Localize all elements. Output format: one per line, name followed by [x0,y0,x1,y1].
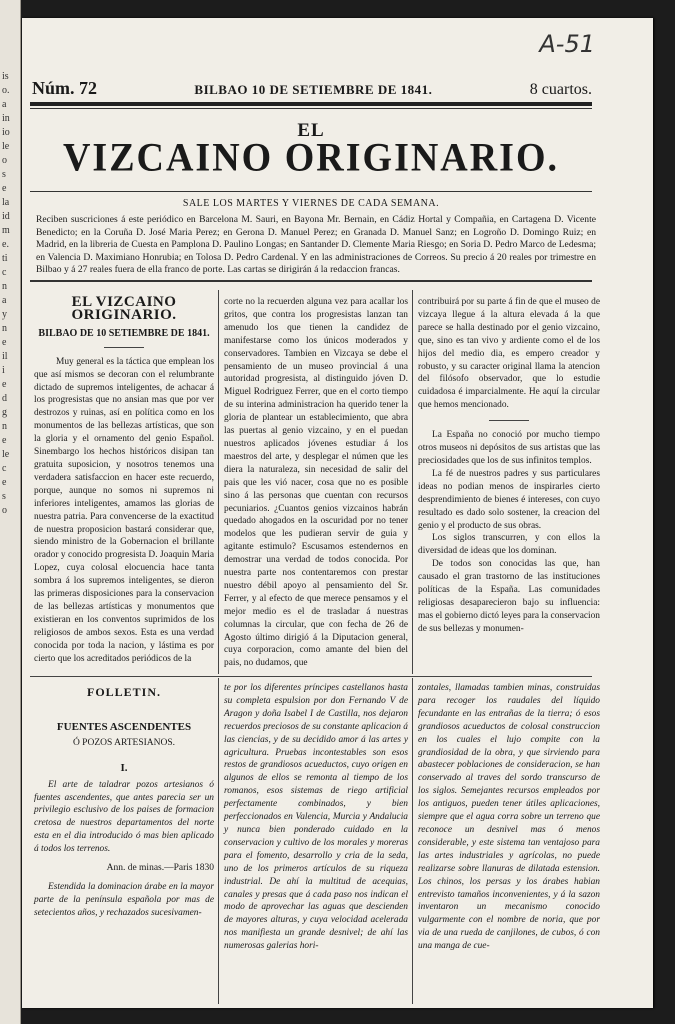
folletin-column-1 [34,682,214,920]
article-paragraph: corte no la recuerden alguna vez para acallar los gritos, que contra los progresistas lanzan tan amenudo los que tienen la candidez de manifestarse como los únicos moderados y conservadores. Tambien en Vizcaya se debe el pensamiento de un museo provincial á una autoridad progresista, al distinguido jóven D. Miguel Rodriguez Ferrer, que en el corto tiempo de su interina administracion ha querido tener la gloria de plantear un establecimiento, que abra las puertas al genio vizcaino, y en el puedan nuestros aplicados jóvenes estudiar á los maestros del arte, y desplegar el númen que les diera la naturaleza, sin necesidad de salir del pais que les vió nacer, cosa que no es posible sino á las personas que cuentan con recursos pecuniarios. ¿Cuantos genios vizcainos habrán quedado ahogados en la oscuridad por no tener modelos que les pudieran servir de guia y agitante estimulo? Escusamos estendernos en demostrar una verdad de todos conocida. Por nuestra parte nos contentaremos con prestar nuestro débil apoyo al pensamiento del Sr. Ferrer, y al efecto de que merece pensamos y el mejor medio es el de trasladar á nuestras columnas la circular, que con fecha de 26 de Agosto último dirigió á la Diputacion general, cuya corporacion, como amante del bien del pais, no dudamos, que [224,297,408,669]
article-paragraph: contribuirá por su parte á fin de que el museo de vizcaya llegue á la altura elevada á la que parece se halla destinado por el genio vizcaino, que, sino es tan vivo y ardiente como el de los hijos del medio dia, es empero creador y robusto, y su caracter original llama la atencion del filósofo observador, que lo estudie cuidadosa é imparcialmente. He aquí la circular que hemos mencionado. [418,297,600,411]
masthead-title: VIZCAINO ORIGINARIO. [62,135,560,181]
previous-page-edge [0,0,21,1024]
folletin-section-number: I. [120,761,128,774]
article-paragraph: Muy general es la táctica que emplean los que así mismos se decoran con el relumbrante dictado de supremos inteligentes, de achacar á los progresistas que no ansian mas que por ver destrozos y ruinas, así en política como en los monumentos de las bellezas artísticas, que son la gloria y el ornamento del genio Español. Sinembargo los hechos históricos disipan tan gratuita suposicion, y nosotros tenemos una verdadera satisfaccion en hacer este recuerdo, porque, aunque no somos ni supremos ni inferiores inteligentes, amamos las glorias de nuestra patria. Para convencerse de la exactitud de nuestra proposicion bastará considerar que, siendo ministro de la Gobernacion el brillante orador y conocido progresista D. Joaquin Maria Lopez, cuya colosal elocuencia hace tanta sombra á los supremos inteligentes, se dieron las primeras disposiciones para la conservacion de las bellezas artísticas y monumentos que existieran en los conventos suprimidos de los religiosos de ambos sexos. Esta es una verdad conocida por toda la nacion, y lástima es por cierto que los acreditados periódicos de la [34,356,214,664]
column-divider [218,290,219,674]
publication-schedule: SALE LOS MARTES Y VIERNES DE CADA SEMANA. [182,198,440,209]
previous-page-fragment: i [2,365,5,376]
folletin-rule [30,676,592,677]
article-dateline: BILBAO DE 10 SETIEMBRE DE 1841. [38,327,210,339]
previous-page-fragment: le [2,449,10,460]
previous-page-fragment: e [2,379,7,390]
header-rule-thin [30,108,592,109]
previous-page-fragment: e [2,183,7,194]
folletin-epigraph: El arte de taladrar pozos artesianos ó fuentes ascendentes, que antes parecia ser un privilegio esclusivo de los paises de formacion cretosa de nuestros departamentos del norte esta en el dia introducido ó mas bien aplicado á todos los terrenos. [34,779,214,855]
previous-page-fragment: a [2,295,7,306]
folletin-subheading: Ó POZOS ARTESIANOS. [72,737,176,748]
previous-page-fragment: a [2,99,7,110]
previous-page-fragment: s [2,169,6,180]
folletin-heading: FUENTES ASCENDENTES [56,720,192,733]
previous-page-fragment: e [2,435,7,446]
previous-page-fragment: e. [2,239,9,250]
folletin-column-2 [224,682,408,953]
previous-page-fragment: g [2,407,7,418]
folletin-paragraph: Estendida la dominacion árabe en la mayor parte de la península española por mas de setecientos años, y rechazados sucesivamen- [34,881,214,918]
subscription-notice: Reciben suscriciones á este periódico en Barcelona M. Sauri, en Bayona Mr. Bernain, en Cádiz Hortal y Compañia, en Cartagena D. Vicente Benedicto; en la Coruña D. José Maria Perez; en Gerona D. Manuel Perez; en Granada D. Manuel Sanz; en Logroño D. Domingo Ruiz; en Madrid, en la libreria de Cuesta en Pamplona D. Paulino Longas; en Santander D. Clemente Maria Riesgo; en Soria D. Pedro Marco de Ledesma; en Valencia D. Maximiano Honrubia; en Tolosa D. Pedro Cardenal. Y en las administraciones de Correos. Su precio á 20 reales por trimestre en Bilbao y á 27 reales fuera de ella franco de porte. Las cartas se dirigirán á la redaccion francas. [36,214,596,276]
previous-page-fragment: e [2,477,7,488]
previous-page-fragment: id [2,211,10,222]
previous-page-fragment: y [2,309,7,320]
previous-page-fragment: il [2,351,8,362]
column-divider [412,290,413,674]
notice-rule [30,280,592,282]
article-column-2 [224,296,408,670]
previous-page-fragment: e [2,337,7,348]
newspaper-page [22,18,653,1008]
masthead-article: EL [297,120,325,141]
previous-page-fragment: d [2,393,7,404]
issue-price: 8 cuartos. [529,81,592,98]
previous-page-fragment: c [2,267,7,278]
previous-page-fragment: le [2,141,10,152]
previous-page-fragment: o [2,505,7,516]
article-paragraph: La España no conoció por mucho tiempo otros museos ni depósitos de sus artistas que las preciosidades que los de sus infinitos templos. [418,430,600,466]
previous-page-fragment: o. [2,85,10,96]
previous-page-fragment: la [2,197,10,208]
article-paragraph: De todos son conocidas las que, han causado el gran trastorno de las instituciones políticas de la España. Las comunidades religiosas desaparecieron bajo su influencia: mas el gobierno dictó leyes para la conservacion de sus bellezas y monumen- [418,559,600,634]
previous-page-fragment: n [2,281,7,292]
archive-handwritten-mark: A-51 [539,30,595,58]
folletin-source: Ann. de minas.—Paris 1830 [106,863,214,874]
folletin-column-3 [418,682,600,953]
folletin-paragraph: zontales, llamadas tambien minas, construidas para recoger los raudales del líquido fecundante en las entrañas de la tierra; ó esos grandiosos acueductos de colosal construccion en los cuales el lujo compite con la grandiosidad de la obra, y que sirviendo para abastecer poblaciones de consideracion, se han conservado al traves del sordo transcurso de los siglos. Semejantes recursos empleados por los antiguos, pueden tener útiles aplicaciones, siempre que el agua corra sobre un terreno que reconoce un desnivel mas ó menos considerable, y este sistema tan ventajoso para las artes industriales y agrícolas, no puede realizarse sobre llanuras de dilatada estension. Los chinos, los persas y los árabes habian entrevisto tamaños inconvenientes, y á la sazon inventaron un mecanismo conocido vulgarmente con el nombre de noria, que por via de una rueda de canjilones, de cubos, ó con una manga de cue- [418,683,600,952]
previous-page-fragment: s [2,491,6,502]
article-column-3 [418,296,600,636]
article-paragraph: Los siglos transcurren, y con ellos la diversidad de ideas que los dominan. [418,533,600,557]
paragraph-rule [489,420,529,421]
issue-number: Núm. 72 [32,78,98,98]
previous-page-fragment: n [2,421,7,432]
folletin-paragraph: te por los diferentes príncipes castellanos hasta su completa espulsion por don Fernando V de Aragon y doña Isabel I de Castilla, nos dejaron recuerdos preciosos de su constante aplicacion á las ciencias, y de su decidido amor á las artes y agricultura. Pruebas incontestables son esos restos de grandiosos acueductos, cuyo origen en algunos de ellos se remonta al tiempo de los romanos, esos sistemas de riego artificial perfectamente combinados, y bien perfeccionados en Valencia, Murcia y Andalucia y nunca bien ponderado cuidado en la conservacion y cultivo de los morales y moreras para el fomento, desarrollo y cria de la seda, uno de los primeros artículos de su riqueza industrial. De ahí la multitud de acequias, canales y presas que á cada paso nos indican el modo de aprovechar las aguas que descienden de mayores alturas, y cuya velocidad acelerada nos manifiesta un grande desnivel; de ahí las numerosas galerias hori- [224,683,408,952]
issue-header [32,78,592,99]
header-rule [30,102,592,106]
column-divider [218,678,219,1004]
dateline-rule [104,347,144,348]
previous-page-fragment: io [2,127,10,138]
previous-page-fragment: n [2,323,7,334]
previous-page-fragment: in [2,113,10,124]
previous-page-fragment: ti [2,253,8,264]
previous-page-fragment: o [2,155,7,166]
issue-date: BILBAO 10 DE SETIEMBRE DE 1841. [194,82,433,97]
previous-page-fragment: m [2,225,10,236]
article-column-1 [34,296,214,665]
folletin-label: FOLLETIN. [86,685,161,699]
article-paragraph: La fé de nuestros padres y sus particulares ideas no podian menos de inspirarles cierto desprendimiento de bienes é intereses, con cuyo resultado es dado solo sostener, la creacion del genio y el producto de sus obras. [418,468,600,531]
previous-page-fragment: is [2,71,9,82]
masthead-rule [30,191,592,192]
previous-page-fragment: c [2,463,7,474]
column-divider [412,678,413,1004]
article-title: EL VIZCAINO ORIGINARIO. [71,294,177,323]
